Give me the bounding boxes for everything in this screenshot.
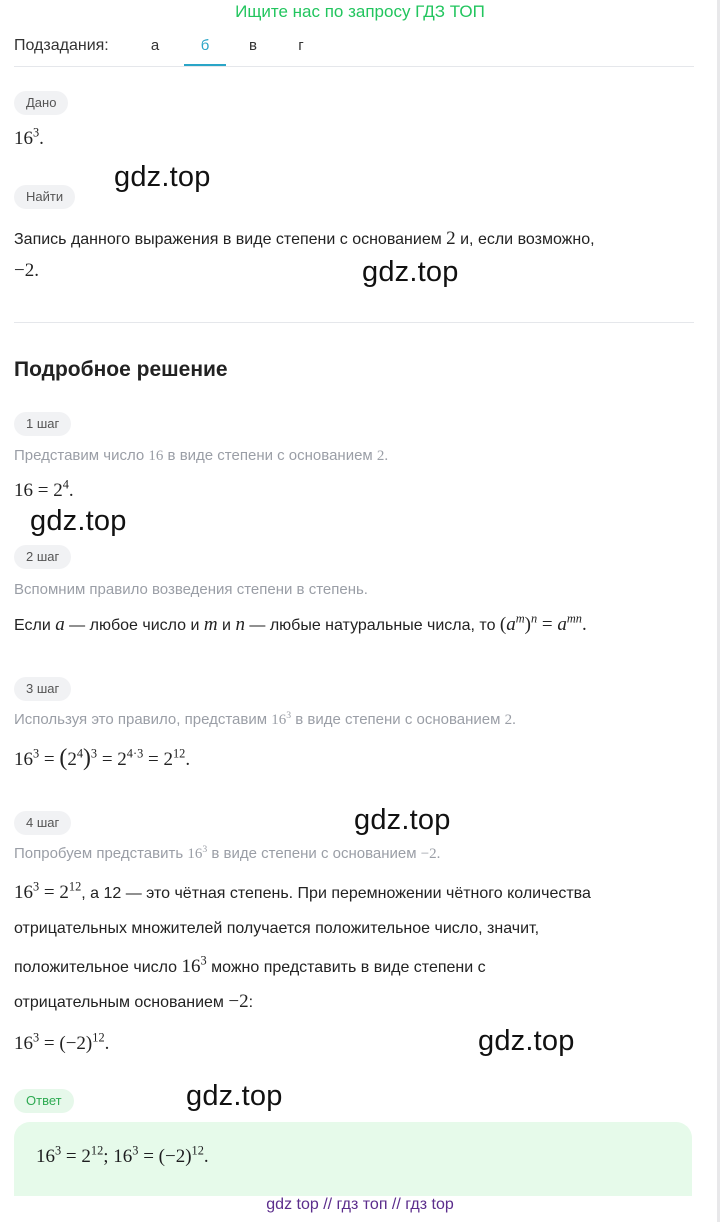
step-4-text4-b: :	[248, 994, 254, 1011]
answer-formula: $16^3 = 2^{12}$; $16^3 = (-2)^{12}$.	[36, 1143, 209, 1167]
step-4-text3-a: положительное число	[14, 959, 182, 976]
step-4-badge: 4 шаг	[14, 811, 71, 835]
step-4-text1: , а 12 — это чётная степень. При перемножении чётного количества	[81, 885, 591, 902]
step-4-hint-num: −2.	[420, 846, 441, 862]
step-2-var-a: a	[55, 614, 65, 635]
step-2-rule-b: — любое число и	[64, 617, 204, 634]
tab-b[interactable]: б	[184, 30, 226, 66]
solution-title: Подробное решение	[14, 358, 228, 381]
find-line1-a: Запись данного выражения в виде степени с основанием	[14, 231, 447, 248]
subtasks-bar	[14, 30, 694, 67]
step-3-hint-b: в виде степени с основанием	[291, 711, 505, 728]
step-4-text-3	[14, 953, 486, 978]
step-4-text1-math: $16^3 = 2^{12}$	[14, 879, 82, 903]
watermark: gdz.top	[114, 161, 211, 193]
answer-box	[14, 1122, 692, 1196]
promo-banner[interactable]: Ищите нас по запросу ГДЗ ТОП	[235, 2, 485, 21]
watermark: gdz.top	[30, 505, 127, 537]
find-line1-b: и, если возможно,	[455, 231, 595, 248]
given-base: 16	[14, 128, 33, 149]
step-2-var-n: n	[235, 614, 245, 635]
step-4-text-2: отрицательных множителей получается положительное число, значит,	[14, 920, 540, 937]
step-2-var-m: m	[203, 614, 218, 635]
tab-v[interactable]: в	[249, 37, 257, 54]
step-4-text4-num: −2	[228, 991, 249, 1012]
given-expression	[14, 125, 44, 150]
step-4-hint-b: в виде степени с основанием	[207, 845, 421, 862]
step-2-rule-a: Если	[14, 617, 56, 634]
step-4-text-1	[14, 879, 591, 904]
watermark: gdz.top	[362, 256, 459, 288]
step-4-hint-math: $16^3$	[187, 844, 208, 862]
step-3-hint-num: 2.	[504, 712, 516, 728]
given-exp: 3	[33, 125, 40, 140]
step-4-text3-math: $16^3$	[181, 953, 207, 977]
step-1-hint-num: 16	[148, 448, 164, 464]
step-1-badge: 1 шаг	[14, 412, 71, 436]
step-2-rule-c: и	[217, 617, 236, 634]
watermark: gdz.top	[354, 804, 451, 836]
given-tail: .	[39, 128, 44, 149]
find-line-1	[14, 228, 595, 250]
step-2-rule-formula: $(a^m)^n = a^{mn}$.	[499, 611, 587, 635]
step-4-text3-b: можно представить в виде степени с	[206, 959, 486, 976]
find-line-2: −2.	[14, 260, 39, 281]
step-4-hint	[14, 845, 440, 863]
step-1-hint-b: в виде степени с основанием	[163, 447, 377, 464]
section-divider	[14, 322, 694, 323]
step-3-hint-math: $16^3$	[271, 710, 292, 728]
step-4-hint-a: Попробуем представить	[14, 845, 188, 862]
find-badge: Найти	[14, 185, 75, 209]
step-1-hint-a: Представим число	[14, 447, 149, 464]
step-4-text-4	[14, 991, 253, 1013]
given-badge: Дано	[14, 91, 68, 115]
footer-links[interactable]: gdz top // гдз топ // гдз top	[266, 1196, 454, 1213]
tab-a[interactable]: а	[150, 37, 160, 54]
step-1-hint-num2: 2.	[376, 448, 389, 464]
watermark: gdz.top	[186, 1080, 283, 1112]
subtasks-label: Подзадания:	[14, 37, 109, 54]
step-2-badge: 2 шаг	[14, 545, 71, 569]
tab-g[interactable]: г	[298, 37, 304, 54]
answer-badge: Ответ	[14, 1089, 74, 1113]
step-3-hint-a: Используя это правило, представим	[14, 711, 272, 728]
find-line1-num: 2	[446, 228, 456, 249]
step-3-hint	[14, 711, 516, 729]
step-4-text4-a: отрицательным основанием	[14, 994, 229, 1011]
step-2-rule	[14, 611, 587, 636]
step-2-hint: Вспомним правило возведения степени в степень.	[14, 581, 368, 598]
step-2-rule-d: — любые натуральные числа, то	[244, 617, 500, 634]
step-1-hint	[14, 447, 388, 465]
watermark: gdz.top	[478, 1025, 575, 1057]
step-3-formula: $16^3 = (2^4)^3 = 2^{4\cdot 3} = 2^{12}$.	[14, 745, 191, 771]
step-3-badge: 3 шаг	[14, 677, 71, 701]
step-1-formula: $16 = 2^4$.	[14, 477, 74, 501]
step-4-formula: $16^3 = (-2)^{12}$.	[14, 1030, 110, 1054]
